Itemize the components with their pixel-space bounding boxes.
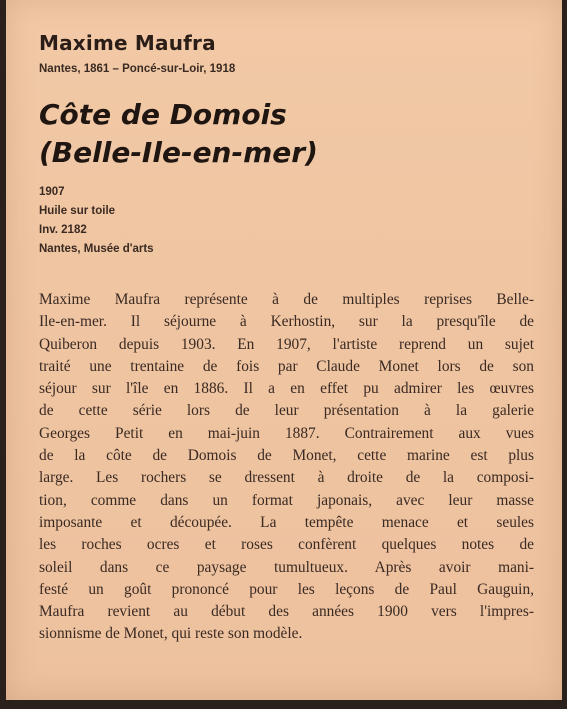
artist-name: Maxime Maufra [39, 31, 216, 55]
description-line: les roches ocres et roses confèrent quelques notes de [39, 536, 534, 554]
artwork-inventory: Inv. 2182 [39, 224, 87, 236]
artist-dates: Nantes, 1861 – Poncé-sur-Loir, 1918 [39, 63, 236, 75]
museum-label-card [6, 0, 562, 700]
description-line: Maufra revient au début des années 1900 vers l'impres- [39, 603, 534, 621]
description-line: séjour sur l'île en 1886. Il a en effet pu admirer les œuvres [39, 380, 534, 398]
description-line: de la côte de Domois de Monet, cette marine est plus [39, 447, 534, 465]
description-line: large. Les rochers se dressent à droite de la composi- [39, 469, 534, 487]
artwork-medium: Huile sur toile [39, 205, 116, 217]
description-line: festé un goût prononcé pour les leçons de Paul Gauguin, [39, 580, 534, 598]
description-line: imposante et découpée. La tempête menace et seules [39, 513, 534, 531]
description-line: Georges Petit en mai-juin 1887. Contrairement aux vues [39, 424, 534, 442]
description-line: traité une trentaine de fois par Claude Monet lors de son [39, 357, 534, 375]
description-line: de cette série lors de leur présentation à la galerie [39, 402, 534, 420]
description-line: Ile-en-mer. Il séjourne à Kerhostin, sur la presqu'île de [39, 313, 534, 331]
artwork-title-line-2: (Belle-Ile-en-mer) [39, 136, 318, 169]
artwork-title [39, 96, 318, 172]
description-line: Quiberon depuis 1903. En 1907, l'artiste reprend un sujet [39, 335, 534, 353]
description-line: sionnisme de Monet, qui reste son modèle. [39, 625, 303, 643]
artwork-year: 1907 [39, 186, 65, 198]
artwork-collection: Nantes, Musée d'arts [39, 243, 154, 255]
description-paragraph [39, 289, 534, 646]
artwork-details [39, 183, 154, 259]
description-line: Maxime Maufra représente à de multiples reprises Belle- [39, 291, 534, 308]
description-line: soleil dans ce paysage tumultueux. Après avoir mani- [39, 558, 534, 576]
description-line: tion, comme dans un format japonais, avec leur masse [39, 491, 534, 509]
artwork-title-line-1: Côte de Domois [39, 98, 287, 131]
